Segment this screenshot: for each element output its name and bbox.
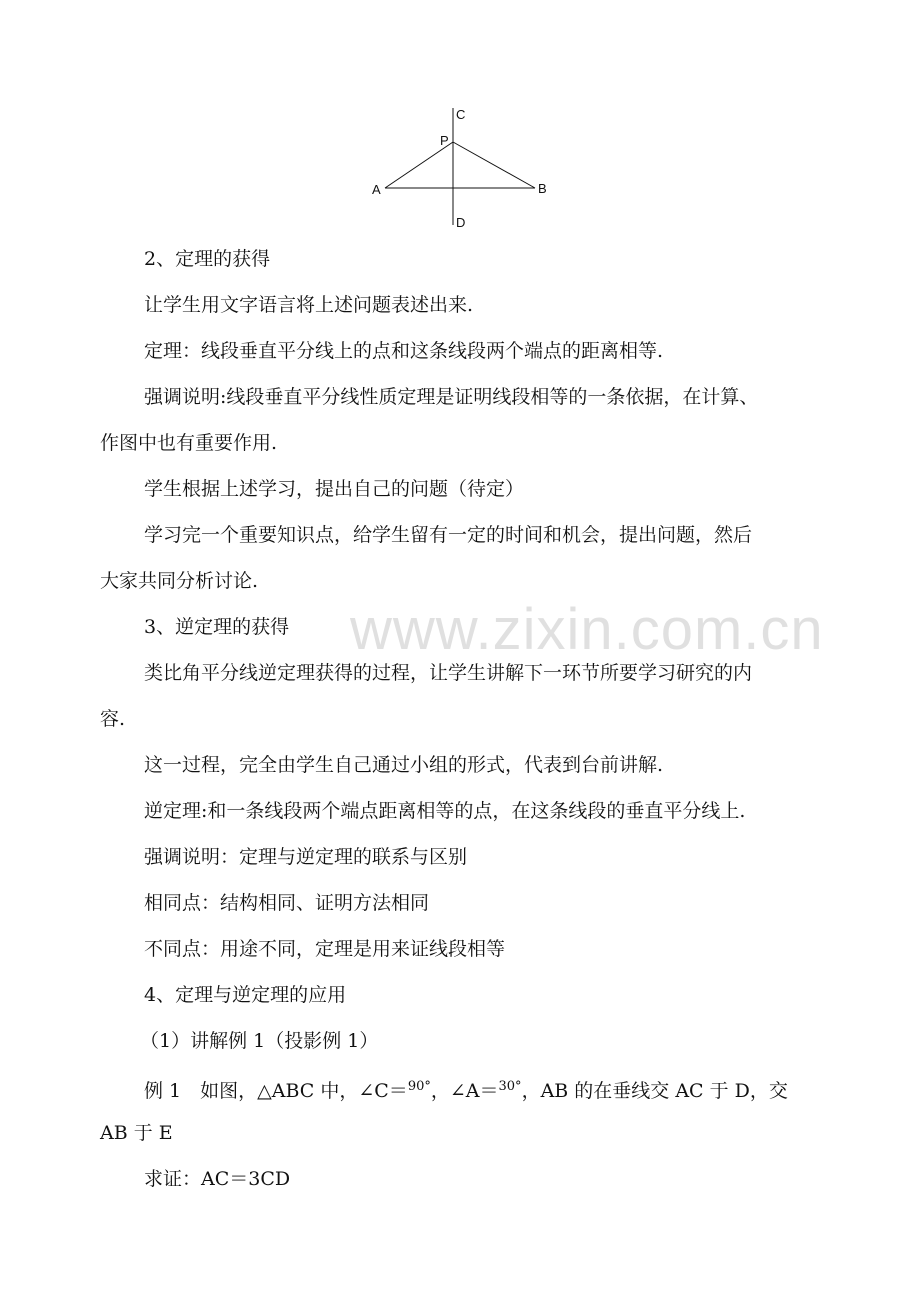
emphasis2-text: 强调说明：定理与逆定理的联系与区别 [144, 846, 468, 868]
after-learning-line1: 学习完一个重要知识点，给学生留有一定的时间和机会，提出问题，然后 [144, 524, 753, 546]
label-d: D [456, 215, 466, 230]
prove-statement: 求证：AC＝3CD [144, 1168, 291, 1190]
label-b: B [538, 181, 547, 196]
segment-pa [385, 142, 453, 188]
emphasis1-line2: 作图中也有重要作用. [100, 432, 278, 454]
segment-pb [453, 142, 535, 188]
emphasis1-line1: 强调说明:线段垂直平分线性质定理是证明线段相等的一条依据，在计算、 [144, 386, 759, 408]
angle-a-value: 30° [498, 1079, 522, 1094]
example1-line2: AB 于 E [100, 1122, 173, 1144]
label-p: P [440, 133, 449, 148]
section2-heading: 2、定理的获得 [144, 248, 271, 270]
perpendicular-bisector-figure [360, 100, 560, 235]
analogy-line2: 容. [100, 708, 126, 730]
example1-part1: 例 1 如图，△ABC 中，∠C＝ [144, 1080, 408, 1102]
angle-c-value: 90° [407, 1079, 431, 1094]
watermark: www.zixin.com.cn [350, 597, 824, 662]
converse-theorem: 逆定理:和一条线段两个端点距离相等的点，在这条线段的垂直平分线上. [144, 800, 746, 822]
section2-intro: 让学生用文字语言将上述问题表述出来. [144, 294, 474, 316]
analogy-line1: 类比角平分线逆定理获得的过程，让学生讲解下一环节所要学习研究的内 [144, 662, 753, 684]
different-points: 不同点：用途不同，定理是用来证线段相等 [144, 938, 506, 960]
after-learning-line2: 大家共同分析讨论. [100, 570, 259, 592]
label-c: C [456, 107, 466, 122]
explain-example: （1）讲解例 1（投影例 1） [140, 1030, 379, 1052]
example1-part3: ，AB 的在垂线交 AC 于 D，交 [521, 1080, 788, 1102]
theorem-text: 定理：线段垂直平分线上的点和这条线段两个端点的距离相等. [144, 340, 664, 362]
example1-line1 [100, 1064, 820, 1114]
same-points: 相同点：结构相同、证明方法相同 [144, 892, 430, 914]
process-text: 这一过程，完全由学生自己通过小组的形式，代表到台前讲解. [144, 754, 664, 776]
example1-part2: ，∠A＝ [430, 1080, 499, 1102]
figure-svg [360, 100, 560, 235]
section3-heading: 3、逆定理的获得 [144, 616, 290, 638]
section4-heading: 4、定理与逆定理的应用 [144, 984, 347, 1006]
student-question: 学生根据上述学习，提出自己的问题（待定） [144, 478, 525, 500]
label-a: A [372, 182, 381, 197]
